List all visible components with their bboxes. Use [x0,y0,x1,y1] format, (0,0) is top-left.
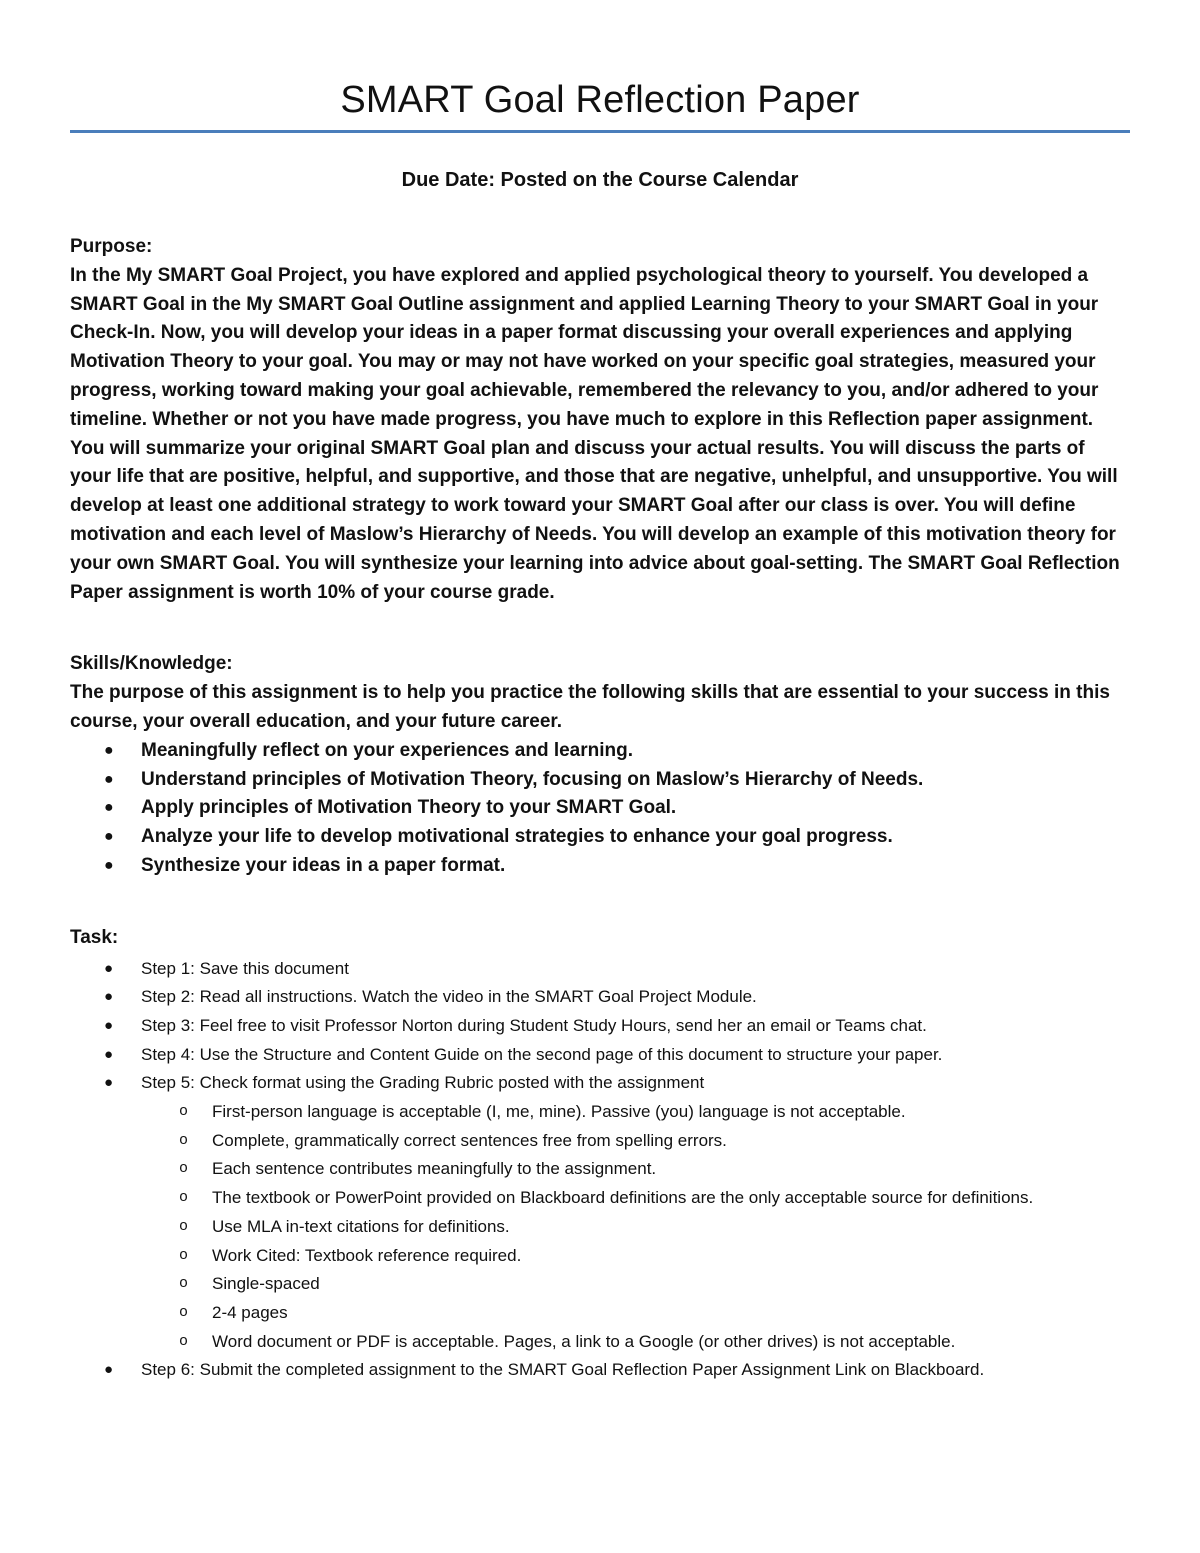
skills-list [70,737,1130,881]
sub-item [141,1299,1130,1328]
circle-bullet-icon: o [179,1246,189,1264]
sub-item [141,1328,1130,1357]
list-item [70,766,1130,795]
list-item [70,823,1130,852]
bullet-icon: ● [104,741,114,759]
sub-item [141,1213,1130,1242]
sub-item-text: Use MLA in-text citations for definitions. [212,1216,510,1236]
skill-text: Analyze your life to develop motivational strategies to enhance your goal progress. [141,826,893,848]
purpose-body: In the My SMART Goal Project, you have explored and applied psychological theory to yourself. You developed a SMART Goal in the My SMART Goal Outline assignment and applied Learning Theory to your SMART Goal in your Check-In. Now, you will develop your ideas in a paper format discussing your overall experiences and applying Motivation Theory to your goal. You may or may not have worked on your specific goal strategies, measured your progress, working toward making your goal achievable, remembered the relevancy to you, and/or adhered to your timeline. Whether or not you have made progress, you have much to explore in this Reflection paper assignment. You will summarize your original SMART Goal plan and discuss your actual results. You will discuss the parts of your life that are positive, helpful, and supportive, and those that are negative, unhelpful, and unsupportive. You will develop at least one additional strategy to work toward your SMART Goal after our class is over. You will define motivation and each level of Maslow’s Hierarchy of Needs. You will develop an example of this motivation theory for your own SMART Goal. You will synthesize your learning into advice about goal-setting. The SMART Goal Reflection Paper assignment is worth 10% of your course grade. [70,264,1120,603]
document-page [70,0,1130,1385]
page-title: SMART Goal Reflection Paper [340,79,860,121]
step-text: Feel free to visit Professor Norton during Student Study Hours, send her an email or Teams chat. [199,1015,927,1035]
sub-item-text: Work Cited: Textbook reference required. [212,1245,522,1265]
circle-bullet-icon: o [179,1217,189,1235]
skill-text: Meaningfully reflect on your experiences and learning. [141,739,634,761]
step-prefix: Step 2: [141,987,195,1007]
sub-item-text: Single-spaced [212,1274,320,1294]
skills-heading: Skills/Knowledge: [70,653,233,675]
list-item [70,852,1130,881]
sub-item-text: Each sentence contributes meaningfully to the assignment. [212,1159,657,1179]
bullet-icon: ● [104,828,114,846]
bullet-icon: ● [104,1016,114,1034]
steps-list [70,955,1130,1386]
step-item [70,955,1130,984]
step-text: Check format using the Grading Rubric posted with the assignment [199,1073,705,1093]
step-item [70,983,1130,1012]
task-heading: Task: [70,926,119,948]
purpose-heading: Purpose: [70,236,153,257]
bullet-icon: ● [104,959,114,977]
circle-bullet-icon: o [179,1332,189,1350]
step-text: Submit the completed assignment to the SMART Goal Reflection Paper Assignment Link on Blackboard. [199,1360,985,1380]
step-item [70,1356,1130,1385]
step-prefix: Step 1: [141,958,195,978]
circle-bullet-icon: o [179,1189,189,1207]
sub-item-text: Complete, grammatically correct sentences free from spelling errors. [212,1130,727,1150]
circle-bullet-icon: o [179,1303,189,1321]
step-text: Read all instructions. Watch the video in the SMART Goal Project Module. [199,987,757,1007]
skills-intro: The purpose of this assignment is to help you practice the following skills that are essential to your success in this course, your overall education, and your future career. [70,682,1110,732]
sub-item [141,1270,1130,1299]
sub-item [141,1242,1130,1271]
step-item [70,1012,1130,1041]
step-prefix: Step 6: [141,1360,195,1380]
sub-item-text: The textbook or PowerPoint provided on Blackboard definitions are the only acceptable source for definitions. [212,1188,1034,1208]
sub-item-text: First-person language is acceptable (I, me, mine). Passive (you) language is not acceptable. [212,1102,906,1122]
circle-bullet-icon: o [179,1131,189,1149]
purpose-section [70,233,1130,607]
step-item [70,1069,1130,1356]
bullet-icon: ● [104,856,114,874]
bullet-icon: ● [104,988,114,1006]
step-text: Use the Structure and Content Guide on the second page of this document to structure your paper. [199,1044,943,1064]
sub-item [141,1184,1130,1213]
skill-text: Understand principles of Motivation Theory, focusing on Maslow’s Hierarchy of Needs. [141,768,924,790]
skill-text: Synthesize your ideas in a paper format. [141,854,506,876]
bullet-icon: ● [104,1361,114,1379]
sub-item [141,1155,1130,1184]
bullet-icon: ● [104,770,114,788]
skill-text: Apply principles of Motivation Theory to your SMART Goal. [141,797,677,819]
step-item [70,1041,1130,1070]
task-section [70,924,1130,1385]
circle-bullet-icon: o [179,1103,189,1121]
circle-bullet-icon: o [179,1275,189,1293]
list-item [70,794,1130,823]
bullet-icon: ● [104,799,114,817]
step-prefix: Step 3: [141,1015,195,1035]
sub-item-text: Word document or PDF is acceptable. Pages, a link to a Google (or other drives) is not acceptable. [212,1331,956,1351]
due-date: Due Date: Posted on the Course Calendar [401,169,799,191]
step-text: Save this document [199,958,349,978]
sub-item [141,1127,1130,1156]
step5-sublist [141,1098,1130,1356]
circle-bullet-icon: o [179,1160,189,1178]
title-underline [70,130,1130,133]
sub-item-text: 2-4 pages [212,1302,288,1322]
bullet-icon: ● [104,1074,114,1092]
list-item [70,737,1130,766]
step-prefix: Step 5: [141,1073,195,1093]
skills-section [70,650,1130,880]
step-prefix: Step 4: [141,1044,195,1064]
bullet-icon: ● [104,1045,114,1063]
sub-item [141,1098,1130,1127]
